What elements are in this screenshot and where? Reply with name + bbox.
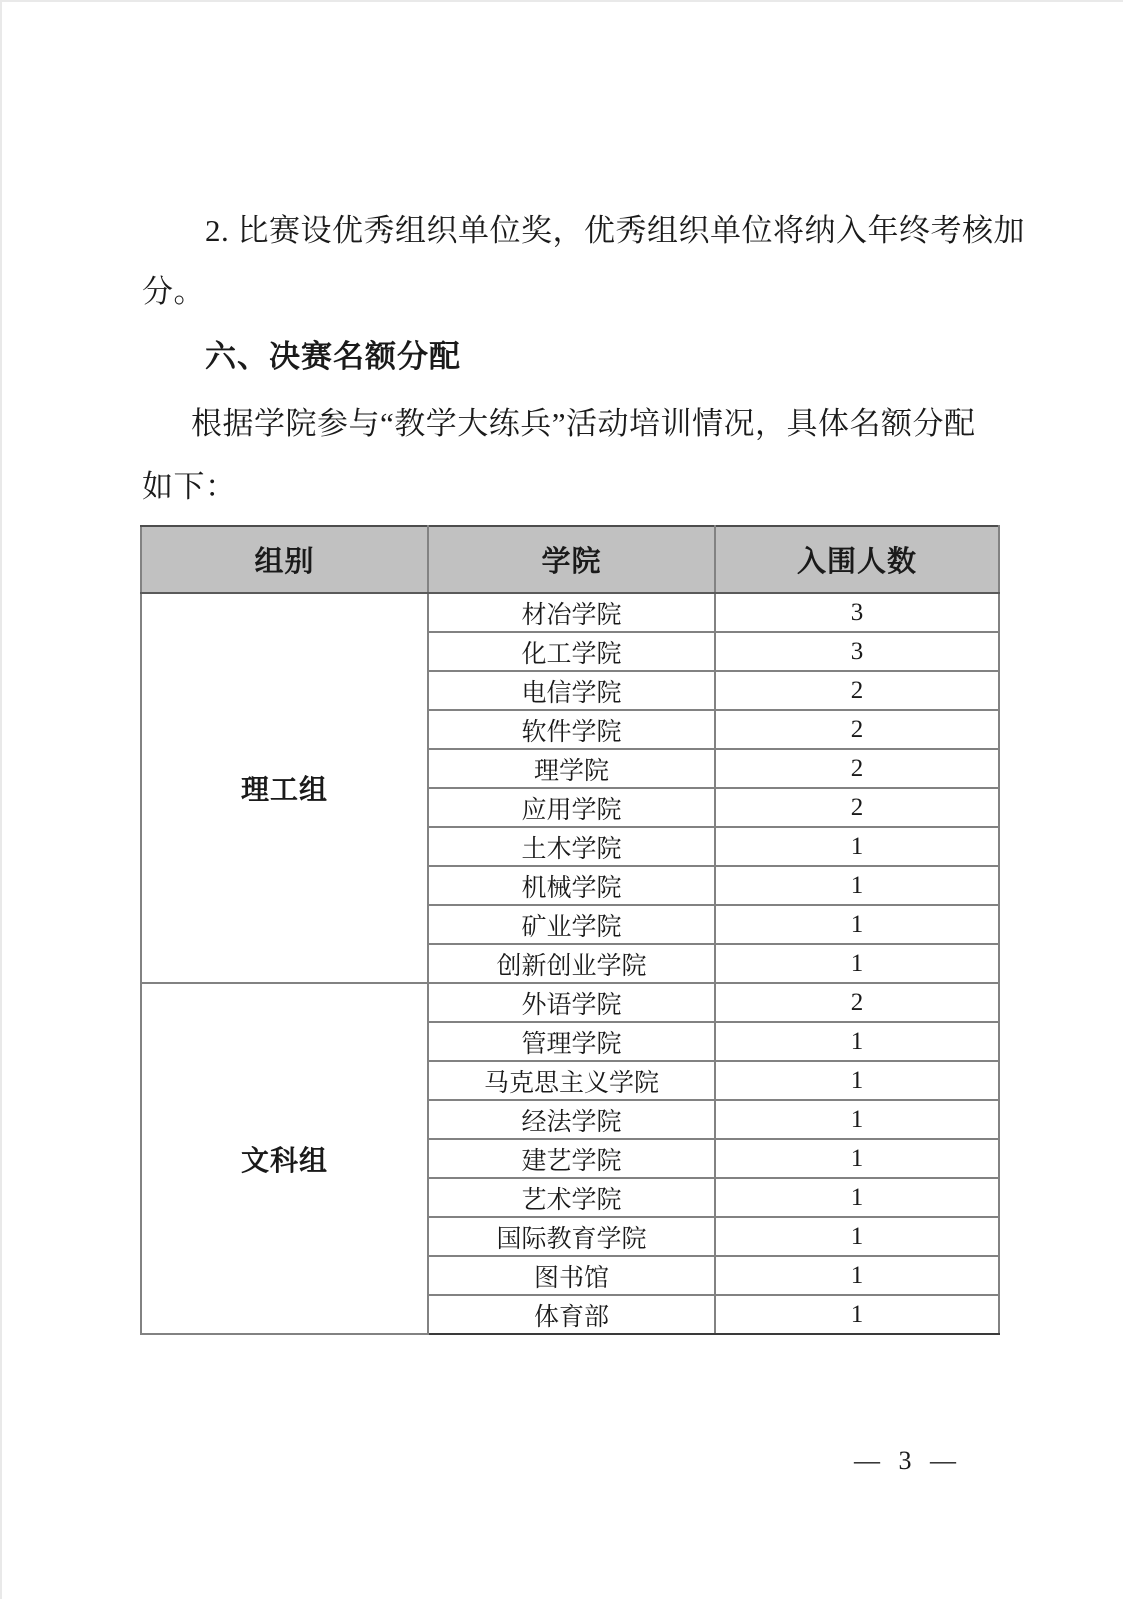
- college-cell: 软件学院: [428, 710, 715, 749]
- college-cell: 图书馆: [428, 1256, 715, 1295]
- count-cell: 1: [715, 1061, 999, 1100]
- count-cell: 1: [715, 1217, 999, 1256]
- college-cell: 化工学院: [428, 632, 715, 671]
- paragraph-award-line1: 2. 比赛设优秀组织单位奖，优秀组织单位将纳入年终考核加: [205, 213, 1025, 248]
- quota-allocation-table: [140, 525, 1000, 1335]
- count-cell: 2: [715, 710, 999, 749]
- count-cell: 1: [715, 905, 999, 944]
- college-cell: 材冶学院: [428, 593, 715, 632]
- college-cell: 国际教育学院: [428, 1217, 715, 1256]
- count-cell: 2: [715, 983, 999, 1022]
- count-cell: 2: [715, 671, 999, 710]
- count-cell: 2: [715, 788, 999, 827]
- section-heading-quota-allocation: 六、决赛名额分配: [205, 339, 461, 374]
- college-cell: 经法学院: [428, 1100, 715, 1139]
- college-cell: 机械学院: [428, 866, 715, 905]
- header-group-column: 组别: [141, 526, 428, 593]
- college-cell: 艺术学院: [428, 1178, 715, 1217]
- college-cell: 土木学院: [428, 827, 715, 866]
- college-cell: 理学院: [428, 749, 715, 788]
- paragraph-award-line2: 分。: [142, 274, 205, 309]
- page-number: — 3 —: [854, 1446, 956, 1475]
- table-row: [141, 983, 999, 1022]
- college-cell: 马克思主义学院: [428, 1061, 715, 1100]
- count-cell: 1: [715, 1100, 999, 1139]
- college-cell: 外语学院: [428, 983, 715, 1022]
- count-cell: 1: [715, 1022, 999, 1061]
- header-count-column: 入围人数: [715, 526, 999, 593]
- group-name-cell: 文科组: [141, 983, 428, 1334]
- college-cell: 电信学院: [428, 671, 715, 710]
- table-row: [141, 593, 999, 632]
- college-cell: 矿业学院: [428, 905, 715, 944]
- count-cell: 1: [715, 1178, 999, 1217]
- quota-table-header: [141, 526, 999, 593]
- paragraph-quota-line2: 如下：: [142, 469, 237, 504]
- quota-table-body: [141, 593, 999, 1334]
- college-cell: 管理学院: [428, 1022, 715, 1061]
- count-cell: 1: [715, 827, 999, 866]
- paragraph-quota-line1: 根据学院参与“教学大练兵”活动培训情况，具体名额分配: [191, 406, 976, 441]
- college-cell: 体育部: [428, 1295, 715, 1334]
- count-cell: 1: [715, 866, 999, 905]
- header-college-column: 学院: [428, 526, 715, 593]
- count-cell: 1: [715, 1295, 999, 1334]
- college-cell: 创新创业学院: [428, 944, 715, 983]
- count-cell: 2: [715, 749, 999, 788]
- count-cell: 3: [715, 593, 999, 632]
- count-cell: 1: [715, 1256, 999, 1295]
- count-cell: 3: [715, 632, 999, 671]
- group-name-cell: 理工组: [141, 593, 428, 983]
- college-cell: 应用学院: [428, 788, 715, 827]
- table-header-row: [141, 526, 999, 593]
- college-cell: 建艺学院: [428, 1139, 715, 1178]
- count-cell: 1: [715, 1139, 999, 1178]
- count-cell: 1: [715, 944, 999, 983]
